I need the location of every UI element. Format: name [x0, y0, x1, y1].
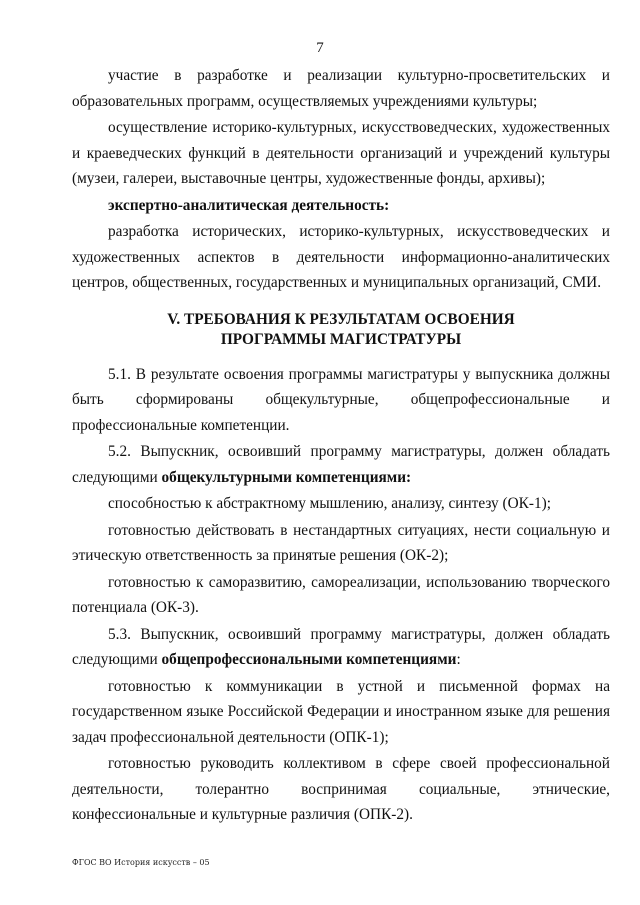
activity-type-heading: экспертно-аналитическая деятельность: [108, 196, 390, 214]
competency-ok-2: готовностью действовать в нестандартных ситуациях, нести социальную и этическую ответственность за принятые решения (ОК-2); [72, 521, 610, 564]
paragraph-5-2-text: 5.2. Выпускник, освоивший программу магистратуры, должен обладать следующими [72, 443, 610, 486]
paragraph-participation: участие в разработке и реализации культурно-просветительских и образовательных программ, осуществляемых учреждениями культуры; [72, 67, 610, 110]
page-number: 7 [316, 40, 324, 56]
competency-opk-1: готовностью к коммуникации в устной и письменной формах на государственном языке Российской Федерации и иностранном языке для решения задач профессиональной деятельности (ОПК-1); [72, 677, 610, 746]
competency-ok-3: готовностью к саморазвитию, самореализации, использованию творческого потенциала (ОК-3). [72, 573, 610, 616]
paragraph-development: разработка исторических, историко-культурных, искусствоведческих и художественных аспектов в деятельности информационно-аналитических центров, общественных, государственных и муниципальных организаций, СМИ. [72, 223, 610, 291]
competency-opk-2: готовностью руководить коллективом в сфере своей профессиональной деятельности, толерантно воспринимая социальные, этнические, конфессиональные и культурные различия (ОПК-2). [72, 755, 610, 823]
section-heading-line-2: ПРОГРАММЫ МАГИСТРАТУРЫ [220, 330, 462, 348]
paragraph-5-3-colon: : [456, 651, 461, 668]
footer-note: ФГОС ВО История искусств – 05 [72, 858, 210, 867]
paragraph-5-1: 5.1. В результате освоения программы магистратуры у выпускника должны быть сформированы общекультурные, общепрофессиональные и профессиональные компетенции. [72, 365, 610, 434]
section-heading-line-1: V. ТРЕБОВАНИЯ К РЕЗУЛЬТАТАМ ОСВОЕНИЯ [167, 310, 515, 328]
paragraph-5-3 [72, 622, 610, 673]
document-body [72, 63, 610, 828]
paragraph-5-2 [72, 439, 610, 490]
section-heading [72, 310, 610, 350]
competency-ok-1: способностью к абстрактному мышлению, анализу, синтезу (ОК-1); [108, 495, 551, 512]
paragraph-historical-cultural: осуществление историко-культурных, искусствоведческих, художественных и краеведческих функций в деятельности организаций и учреждений культуры (музеи, галереи, выставочные центры, художественные фонды, архивы); [72, 119, 610, 187]
general-professional-competencies-label: общепрофессиональными компетенциями [161, 651, 457, 668]
paragraph-5-3-text: 5.3. Выпускник, освоивший программу магистратуры, должен обладать следующими [72, 625, 610, 668]
general-cultural-competencies-label: общекультурными компетенциями: [161, 468, 412, 486]
